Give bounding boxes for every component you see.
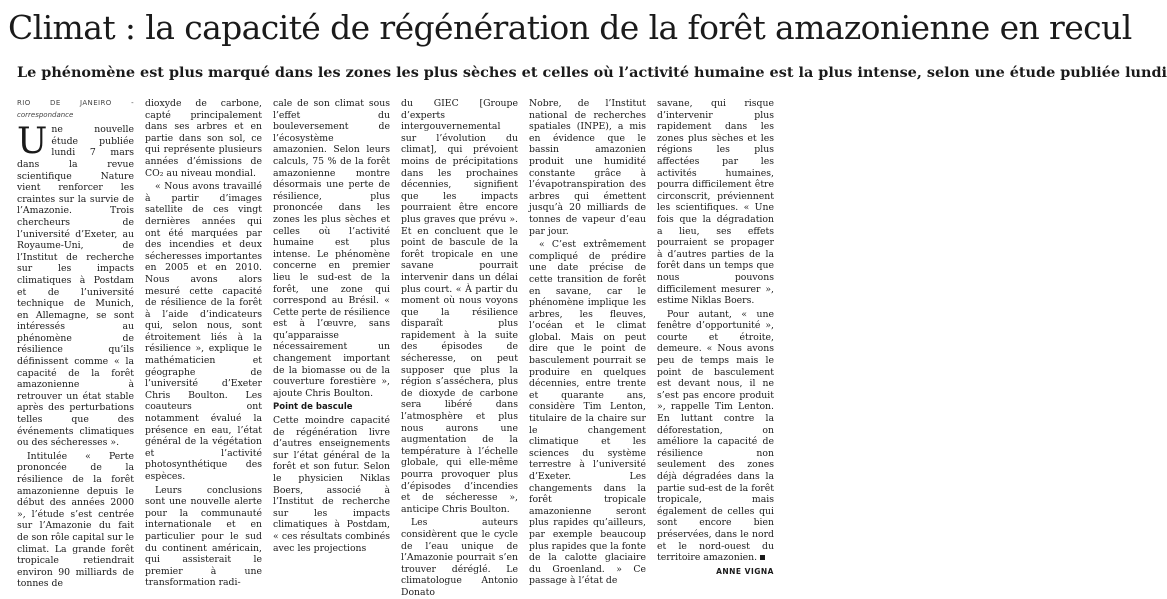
standfirst: Le phénomène est plus marqué dans les zones les plus sèches et celles où l’activité humaine est la plus intense, selon une étude publiée lundi — [17, 64, 1167, 81]
dateline-note: correspondance — [17, 110, 74, 119]
paragraph: du GIEC [Groupe d’experts intergouvernemental sur l’évolution du climat], qui prévoient moins de précipitations dans les prochaines décennies, signifient que les impacts pourraient être encore plus graves que prévu ». Et en concluent que le point de bascule de la forêt tropicale en une savane pourrait intervenir dans un délai plus court. « À partir du moment où nous voyons que la résilience disparaît plus rapidement à la suite des épisodes de sécheresse, on peut supposer que plus la région s’asséchera, plus de dioxyde de carbone sera libéré dans l’atmosphère et plus nous aurons une augmentation de la température à l’échelle globale, qui elle-même pourra provoquer plus d’épisodes d’incendies et de sécheresse », anticipe Chris Boulton. — [401, 98, 518, 515]
paragraph: « C’est extrêmement compliqué de prédire une date précise de cette transition de forêt en savane, car le phénomène implique les arbres, les fleuves, l’océan et le climat global. Mais on peut dire que le point de basculement pourrait se produire en quelques décennies, entre trente et quarante ans, considère Tim Lenton, titulaire de la chaire sur le changement climatique et les sciences du système terrestre à l’université d’Exeter. Les changements dans la forêt tropicale amazonienne seront plus rapides qu’ailleurs, par exemple beaucoup plus rapides que la fonte de la calotte glaciaire du Groenland. » Ce passage à l’état de — [529, 239, 646, 587]
column-3 — [273, 98, 390, 554]
paragraph: « Nous avons travaillé à partir d’images satellite de ces vingt dernières années qui ont été marquées par des incendies et deux sécheresses importantes en 2005 et en 2010. Nous avons alors mesuré cette capacité de résilience de la forêt à l’aide d’indicateurs qui, selon nous, sont étroitement liés à la résilience », explique le mathématicien et géographe de l’université d’Exeter Chris Boulton. Les coauteurs ont notamment évalué la présence en eau, l’état général de la végétation et l’activité photosynthétique des espèces. — [145, 181, 262, 482]
drop-cap: U — [17, 121, 48, 163]
paragraph: Les auteurs considèrent que le cycle de l’eau unique de l’Amazonie pourrait s’en trouver déréglé. Le climatologue Antonio Donato — [401, 517, 518, 598]
paragraph: Cette moindre capacité de régénération livre d’autres enseignements sur l’état général de la forêt et son futur. Selon le physicien Niklas Boers, associé à l’Institut de recherche sur les impacts climatiques à Postdam, « ces résultats combinés avec les projections — [273, 415, 390, 554]
column-5 — [529, 98, 646, 587]
dateline-city: RIO DE JANEIRO — [17, 99, 112, 107]
subhead: Point de bascule — [273, 402, 353, 413]
paragraph — [657, 309, 774, 564]
paragraph: Nobre, de l’Institut national de recherches spatiales (INPE), a mis en évidence que le bassin amazonien produit une humidité constante grâce à l’évapotranspiration des arbres qui émettent jusqu’à 20 milliards de tonnes de vapeur d’eau par jour. — [529, 98, 646, 237]
dateline — [17, 98, 134, 121]
article-body — [17, 98, 1037, 598]
column-4 — [401, 98, 518, 598]
dateline-separator: - — [111, 99, 134, 107]
paragraph: cale de son climat sous l’effet du bouleversement de l’écosystème amazonien. Selon leurs calculs, 75 % de la forêt amazonienne montre désormais une perte de résilience, plus prononcée dans les zones les plus sèches et celles où l’activité humaine est plus intense. Le phénomène concerne en premier lieu le sud-est de la forêt, une zone qui correspond au Brésil. « Cette perte de résilience est à l’œuvre, sans qu’apparaisse nécessairement un changement important de la biomasse ou de la couverture forestière », ajoute Chris Boulton. — [273, 98, 390, 399]
paragraph: dioxyde de carbone, capté principalement dans ses arbres et en partie dans son sol, ce qui représente plusieurs années d’émissions de CO₂ au niveau mondial. — [145, 98, 262, 179]
paragraph: Leurs conclusions sont une nouvelle alerte pour la communauté internationale et en particulier pour le sud du continent américain, qui assisterait le premier à une transformation radi- — [145, 484, 262, 589]
lead-paragraph — [17, 121, 134, 449]
column-6 — [657, 98, 774, 576]
paragraph-text: Pour autant, « une fenêtre d’opportunité », courte et étroite, demeure. « Nous avons peu de temps mais le point de basculement est devant nous, il ne s’est pas encore produit », rappelle Tim Lenton. En luttant contre la déforestation, on améliore la capacité de résilience non seulement des zones déjà dégradées dans la partie sud-est de la forêt tropicale, mais également de celles qui sont encore bien préservées, dans le nord et le nord-ouest du territoire amazonien. — [657, 308, 774, 564]
paragraph: savane, qui risque d’intervenir plus rapidement dans les zones plus sèches et les régions les plus affectées par les activités humaines, pourra difficilement être circonscrit, préviennent les scientifiques. « Une fois que la dégradation a lieu, ses effets pourraient se propager à d’autres parties de la forêt dans un temps que nous pouvons difficilement mesurer », estime Niklas Boers. — [657, 98, 774, 307]
column-1 — [17, 98, 134, 590]
column-2 — [145, 98, 262, 589]
author-signature: ANNE VIGNA — [716, 566, 774, 576]
paragraph: Intitulée « Perte prononcée de la résilience de la forêt amazonienne depuis le début des années 2000 », l’étude s’est centrée sur l’Amazonie du fait de son rôle capital sur le climat. La grande forêt tropicale retiendrait environ 90 milliards de tonnes de — [17, 450, 134, 590]
paragraph: ne nouvelle étude publiée lundi 7 mars dans la revue scientifique Nature vient renforcer les craintes sur la survie de l’Amazonie. Trois chercheurs de l’université d’Exeter, au Royaume-Uni, de l’Institut de recherche sur les impacts climatiques à Postdam et de l’université technique de Munich, en Allemagne, se sont intéressés au phénomène de résilience qu’ils définissent comme « la capacité de la forêt amazonienne à retrouver un état stable après des perturbations telles que des événements climatiques ou des sécheresses ». — [17, 124, 134, 449]
end-mark-icon — [760, 555, 765, 560]
headline: Climat : la capacité de régénération de la forêt amazonienne en recul — [8, 8, 1132, 47]
